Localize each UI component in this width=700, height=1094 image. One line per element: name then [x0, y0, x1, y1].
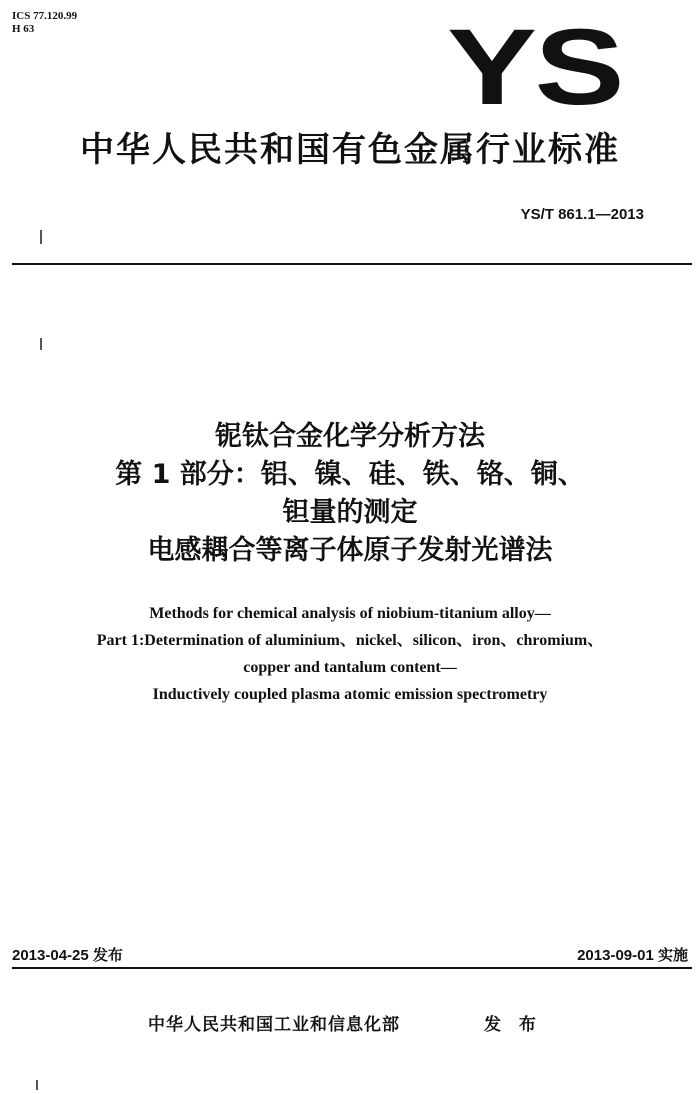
org-title: 中华人民共和国有色金属行业标准	[80, 130, 620, 170]
cn-title-line-1: 铌钛合金化学分析方法	[215, 421, 485, 452]
scan-speck	[36, 1080, 38, 1090]
ics-code: ICS 77.120.99	[12, 10, 78, 22]
scan-speck	[40, 338, 42, 350]
en-title-line-1: Methods for chemical analysis of niobium-titanium alloy—	[149, 605, 551, 622]
classification-codes	[12, 10, 77, 36]
scan-speck	[40, 230, 42, 244]
publisher-name: 中华人民共和国工业和信息化部	[148, 1015, 400, 1035]
english-title	[0, 600, 700, 708]
issue-date: 2013-04-25 发布	[12, 947, 123, 964]
publish-label: 发 布	[484, 1015, 542, 1035]
en-title-line-2: Part 1:Determination of aluminium、nickel、silicon、iron、chromium、	[96, 632, 604, 649]
chinese-title	[0, 418, 700, 570]
cn-title-line-2: 第 1 部分：铝、镍、硅、铁、铬、铜、	[115, 459, 585, 490]
ys-logo: YS	[446, 6, 622, 127]
en-title-line-4: Inductively coupled plasma atomic emission spectrometry	[152, 686, 548, 703]
en-title-line-3: copper and tantalum content—	[243, 659, 457, 676]
ccs-code: H 63	[12, 23, 35, 35]
cn-title-line-3: 钽量的测定	[282, 497, 418, 528]
cn-title-line-4: 电感耦合等离子体原子发射光谱法	[147, 535, 553, 566]
standard-number: YS/T 861.1—2013	[520, 206, 644, 223]
implementation-date: 2013-09-01 实施	[577, 947, 688, 964]
top-divider	[12, 263, 692, 265]
bottom-divider	[12, 967, 692, 969]
